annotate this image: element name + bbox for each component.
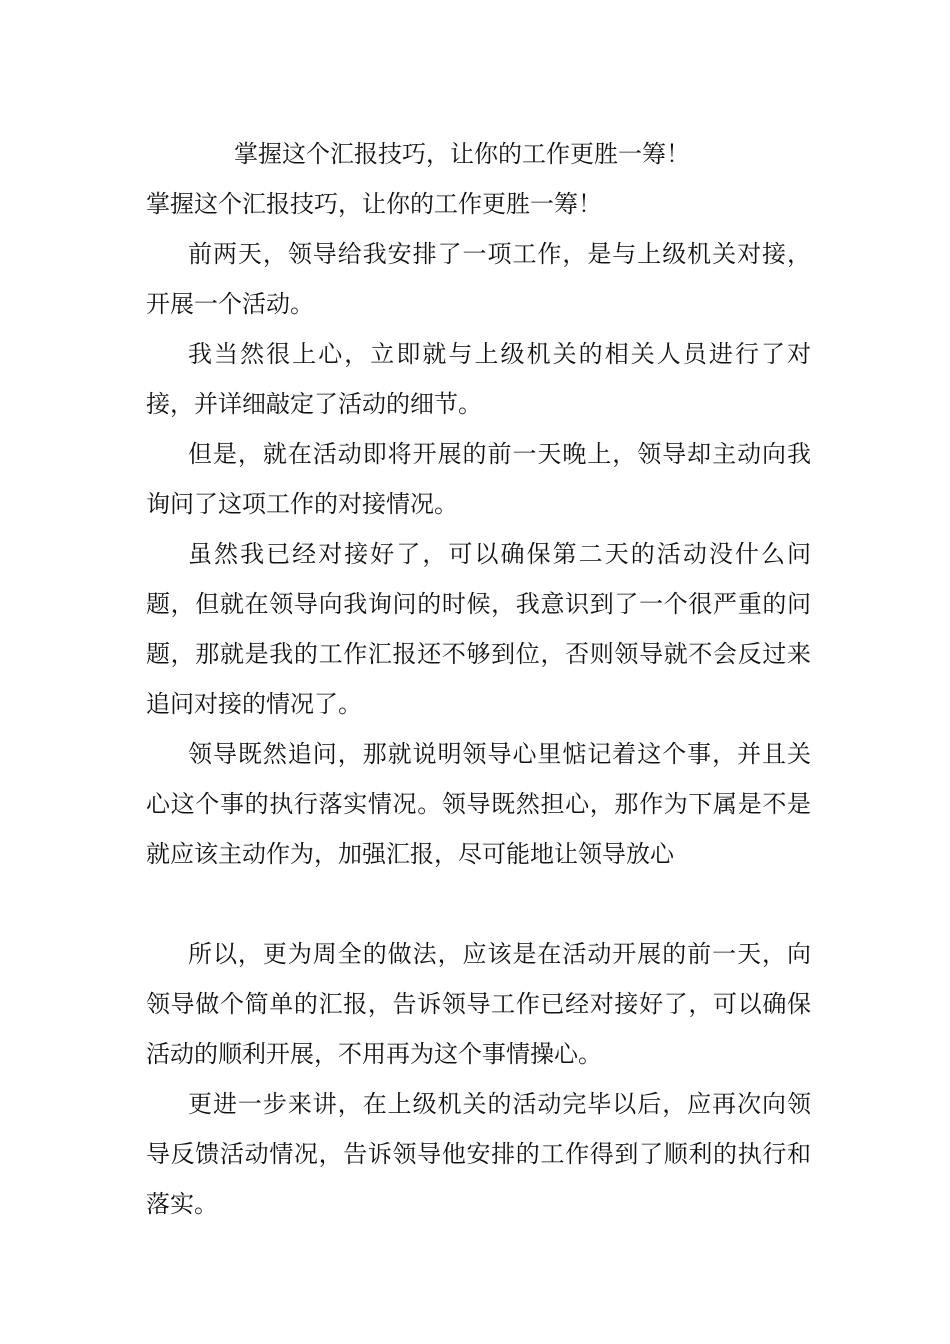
paragraph-5: 领导既然追问，那就说明领导心里惦记着这个事，并且关心这个事的执行落实情况。领导既然担心，那作为下属是不是就应该主动作为，加强汇报，尽可能地让领导放心: [146, 740, 811, 868]
paragraph-6: 所以，更为周全的做法，应该是在活动开展的前一天，向领导做个简单的汇报，告诉领导工作已经对接好了，可以确保活动的顺利开展，不用再为这个事情操心。: [146, 940, 811, 1068]
paragraph-7: 更进一步来讲，在上级机关的活动完毕以后，应再次向领导反馈活动情况，告诉领导他安排的工作得到了顺利的执行和落实。: [146, 1090, 811, 1218]
paragraph-2: 我当然很上心，立即就与上级机关的相关人员进行了对接，并详细敲定了活动的细节。: [146, 340, 811, 418]
paragraph-3: 但是，就在活动即将开展的前一天晚上，领导却主动向我询问了这项工作的对接情况。: [146, 440, 811, 518]
paragraph-1: 前两天，领导给我安排了一项工作，是与上级机关对接，开展一个活动。: [146, 240, 811, 318]
document-body: [146, 129, 811, 1229]
paragraph-4: 虽然我已经对接好了，可以确保第二天的活动没什么问题，但就在领导向我询问的时候，我意识到了一个很严重的问题，那就是我的工作汇报还不够到位，否则领导就不会反过来追问对接的情况了。: [146, 540, 811, 718]
document-title: 掌握这个汇报技巧，让你的工作更胜一筹！: [234, 140, 690, 168]
document-subtitle: 掌握这个汇报技巧，让你的工作更胜一筹！: [146, 190, 602, 218]
